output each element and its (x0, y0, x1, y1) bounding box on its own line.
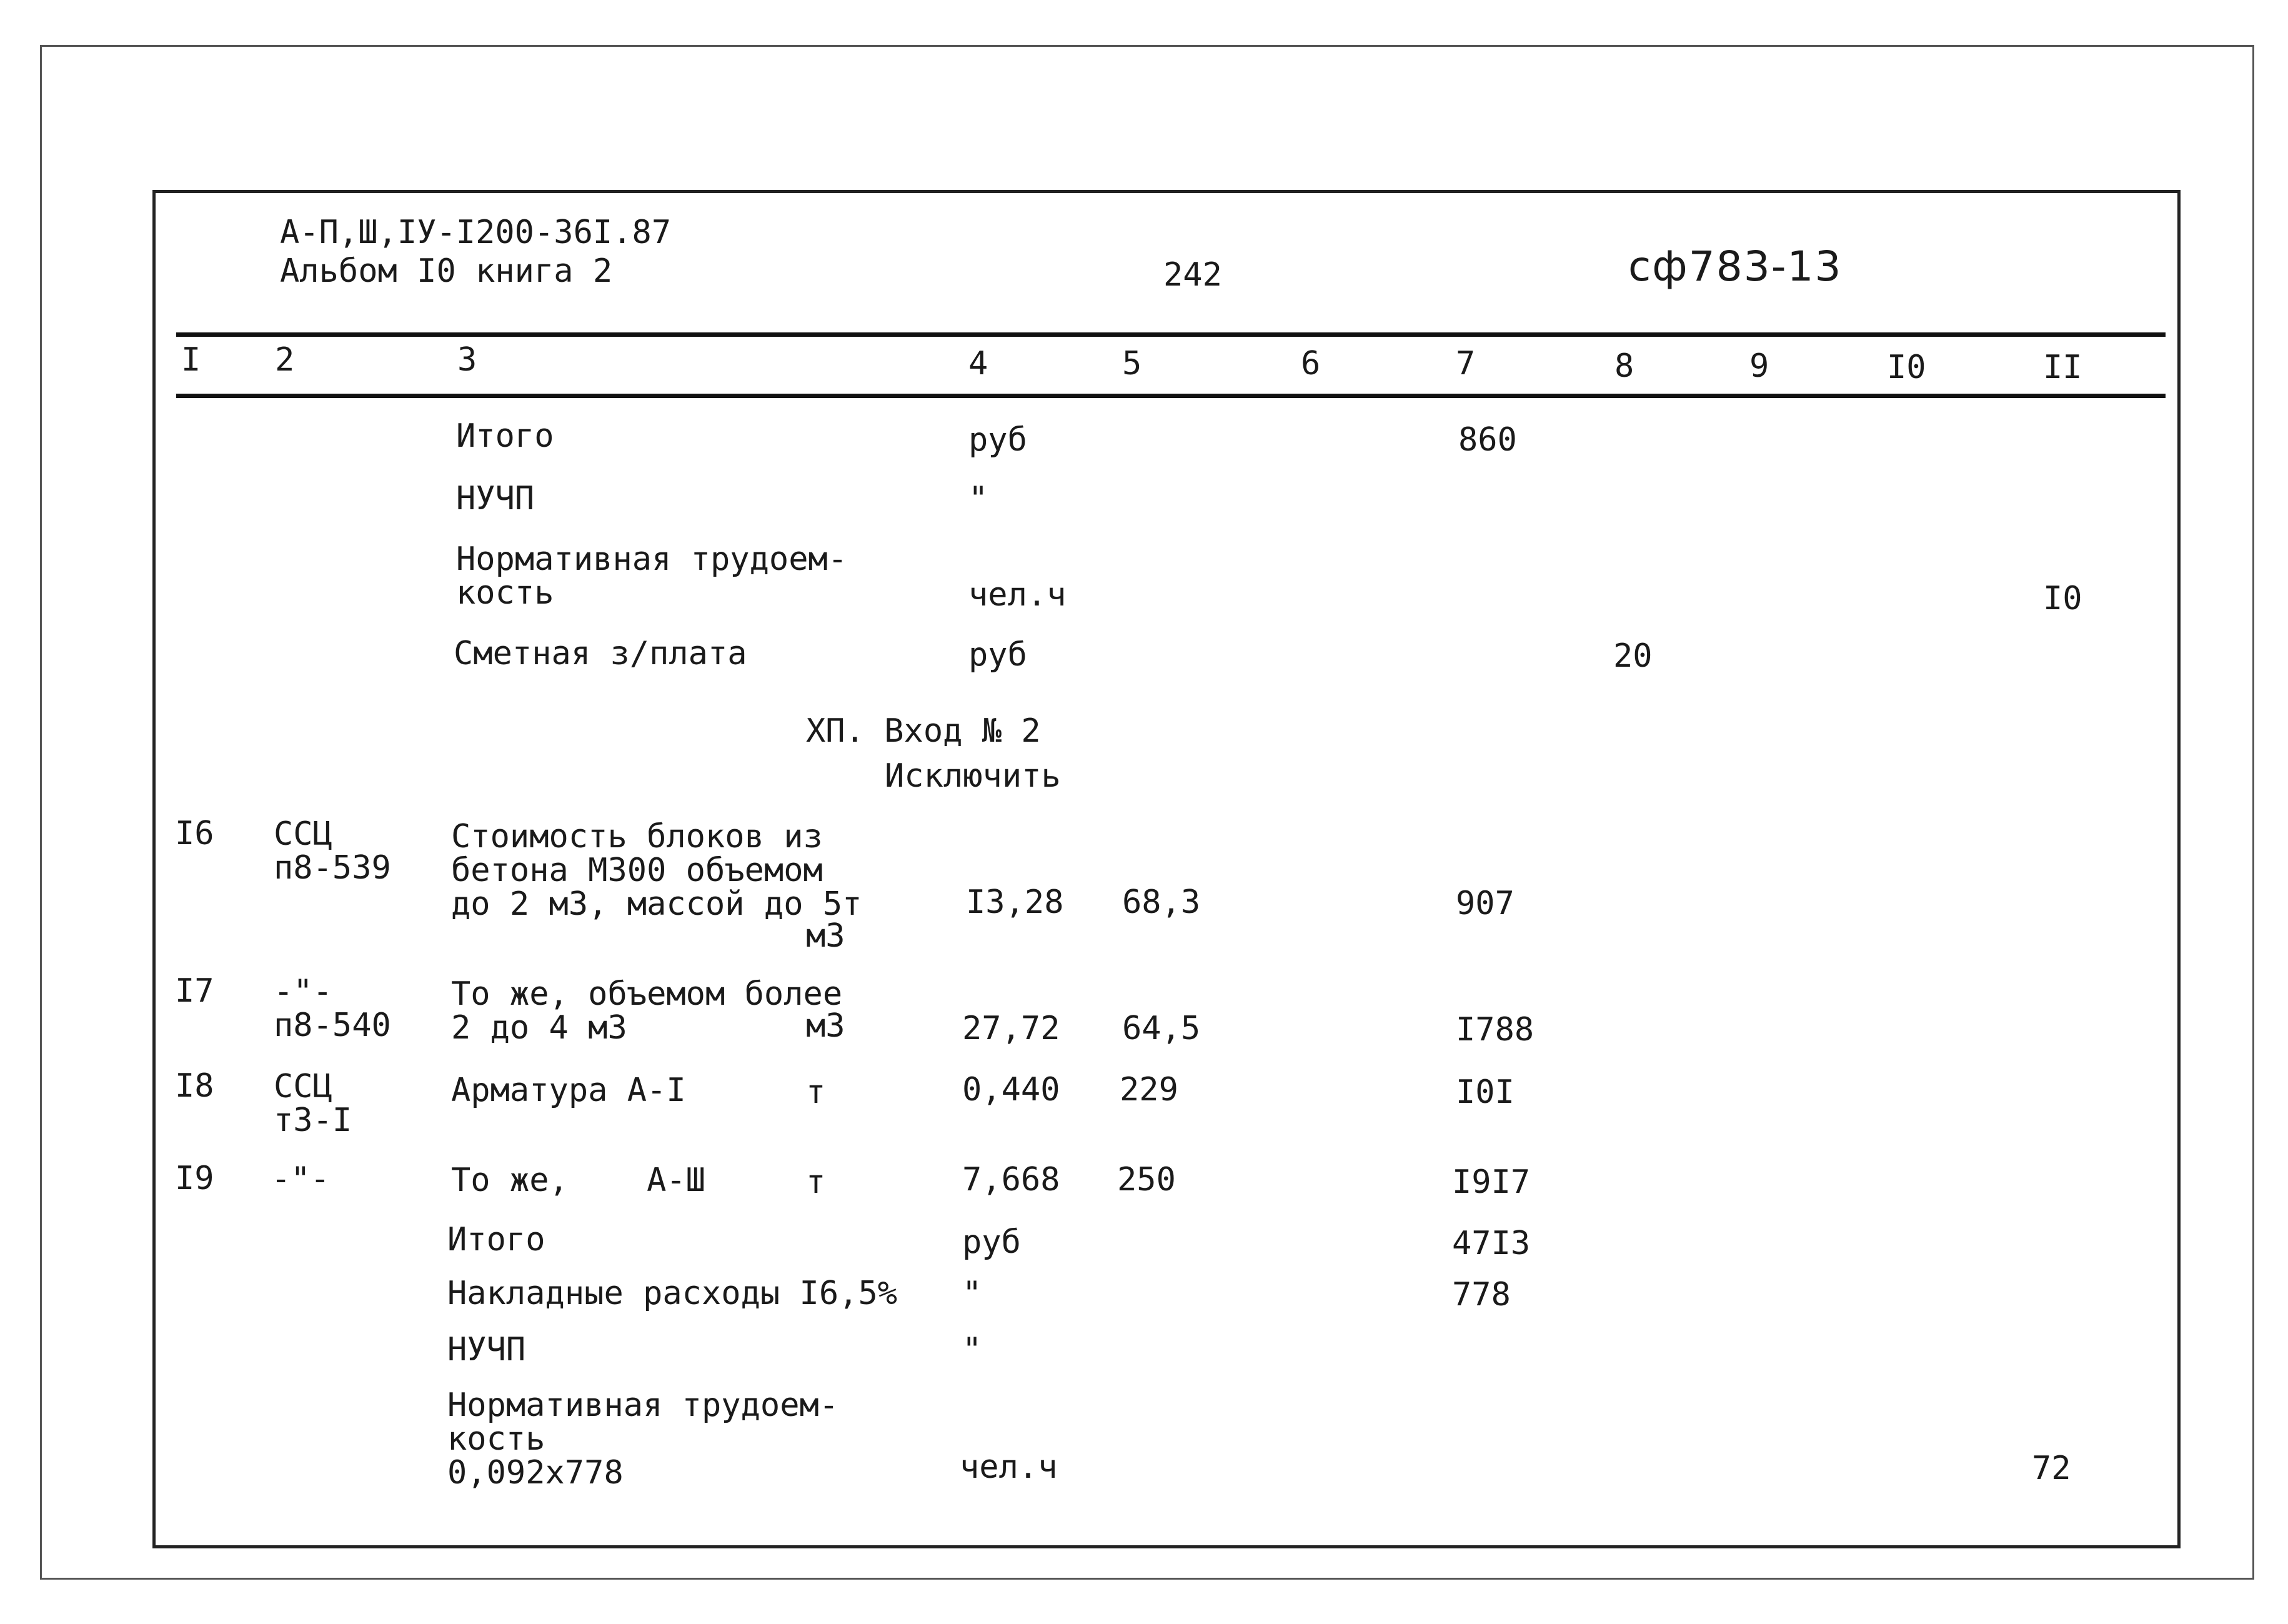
row-code: -"- п8-540 (274, 973, 391, 1044)
summary1-nuchp-unit: " (968, 480, 988, 517)
summary2-itogo-label: Итого (447, 1221, 545, 1258)
column-header-10: I0 (1887, 349, 1926, 386)
row-code: ССЦ т3-I (274, 1068, 352, 1139)
row-description: То же, А-Ш (451, 1162, 705, 1199)
row-code: -"- (271, 1160, 330, 1198)
row-unit: м3 (806, 917, 845, 955)
row-unit: т (806, 1163, 826, 1201)
row-description: То же, объемом более 2 до 4 м3 (451, 975, 843, 1047)
column-header-11: II (2043, 349, 2082, 386)
row-number: I8 (175, 1067, 214, 1105)
column-header-4: 4 (968, 345, 988, 382)
album-label: Альбом I0 книга 2 (280, 252, 613, 290)
summary2-nuchp-label: НУЧП (447, 1331, 526, 1368)
column-header-6: 6 (1301, 345, 1321, 382)
summary1-itogo-total: 860 (1458, 421, 1517, 459)
row-total: I0I (1456, 1074, 1515, 1111)
row-total: 907 (1456, 885, 1515, 922)
summary2-labor-label: Нормативная трудоем- кость 0,092х778 (447, 1387, 839, 1492)
summary1-labor-label: Нормативная трудоем- кость (456, 541, 848, 612)
row-number: I6 (175, 815, 214, 852)
row-total: I788 (1456, 1011, 1534, 1049)
row-price: 64,5 (1122, 1010, 1201, 1047)
page-number: 242 (1163, 256, 1222, 294)
summary2-overhead-label: Накладные расходы I6,5% (447, 1275, 898, 1312)
summary2-labor-unit: чел.ч (960, 1448, 1058, 1486)
row-unit: м3 (806, 1007, 845, 1045)
column-header-2: 2 (275, 341, 295, 379)
row-price: 68,3 (1122, 884, 1201, 921)
row-unit: т (806, 1074, 826, 1111)
summary1-itogo-label: Итого (456, 417, 554, 455)
row-code: ССЦ п8-539 (274, 815, 391, 887)
summary2-itogo-unit: руб (962, 1223, 1021, 1261)
section-subtitle: Исключить (885, 757, 1061, 795)
summary2-overhead-total: 778 (1452, 1276, 1511, 1313)
summary1-wage-value: 20 (1613, 637, 1653, 675)
row-quantity: 7,668 (962, 1161, 1060, 1198)
column-header-3: 3 (457, 341, 477, 379)
row-quantity: I3,28 (966, 884, 1064, 921)
column-header-9: 9 (1749, 347, 1769, 385)
header-rule-top (176, 332, 2166, 337)
row-number: I9 (175, 1160, 214, 1197)
summary2-overhead-unit: " (962, 1275, 982, 1312)
column-header-7: 7 (1456, 345, 1476, 382)
summary1-itogo-unit: руб (968, 421, 1027, 459)
column-header-1: I (181, 341, 201, 379)
header-rule-bottom (176, 394, 2166, 398)
doc-code: А-П,Ш,IУ-I200-36I.87 (280, 214, 672, 251)
row-description: Арматура А-I (451, 1072, 686, 1109)
row-price: 250 (1117, 1161, 1176, 1198)
row-quantity: 27,72 (962, 1010, 1060, 1047)
summary1-wage-label: Сметная з/плата (454, 635, 747, 672)
row-quantity: 0,440 (962, 1071, 1060, 1108)
section-title: XП. Вход № 2 (806, 712, 1041, 750)
row-total: I9I7 (1452, 1163, 1531, 1201)
column-header-5: 5 (1122, 345, 1142, 382)
summary1-labor-value: I0 (2043, 580, 2082, 617)
row-description: Стоимость блоков из бетона М300 объемом до 2 м3, массой до 5т (451, 818, 862, 923)
sheet-code: сф783-13 (1628, 242, 1843, 291)
summary2-itogo-total: 47I3 (1452, 1225, 1531, 1262)
summary1-labor-unit: чел.ч (968, 576, 1067, 614)
row-price: 229 (1120, 1071, 1178, 1108)
row-number: I7 (175, 972, 214, 1010)
summary2-nuchp-unit: " (962, 1331, 982, 1368)
column-header-8: 8 (1614, 347, 1634, 385)
summary2-labor-value: 72 (2032, 1450, 2071, 1487)
summary1-wage-unit: руб (968, 636, 1027, 674)
summary1-nuchp-label: НУЧП (456, 480, 535, 517)
